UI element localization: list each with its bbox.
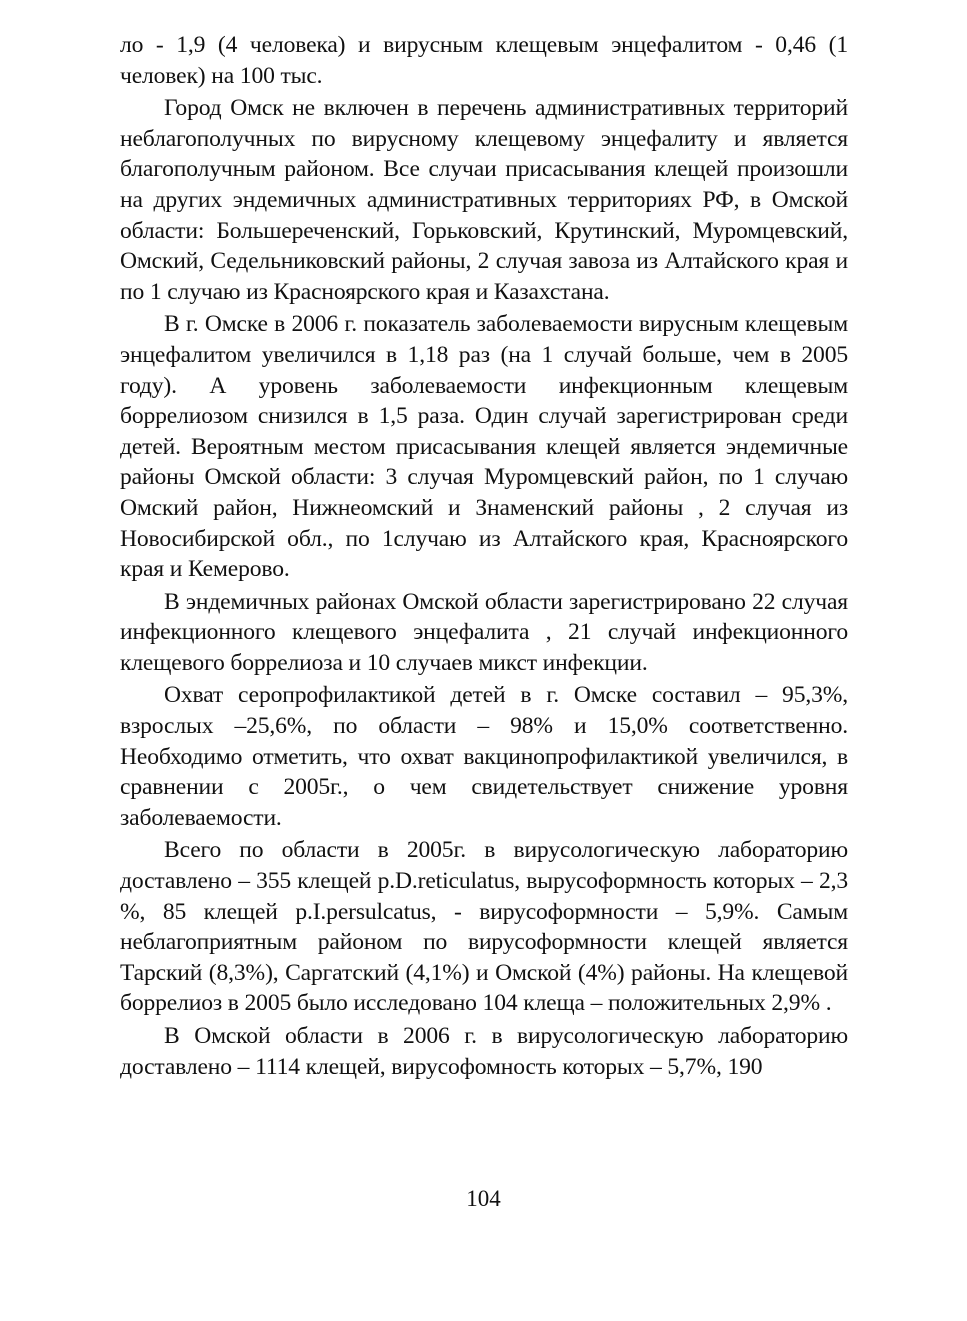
page-number: 104: [466, 1186, 501, 1211]
paragraph-seroprophylaxis: Охват серопрофилактикой детей в г. Омске составил – 95,3%, взрослых –25,6%, по области – 98% и 15,0% соответственно. Необходимо отметить, что охват вакцинопрофилактикой увеличился, в сравнении с 2005г., о чем свидетельствует снижение уровня заболеваемости.: [120, 682, 848, 831]
paragraph-omsk-status: Город Омск не включен в перечень административных территорий неблагополучных по вирусному клещевому энцефалиту и является благополучным районом. Все случаи присасывания клещей произошли на других эндемичных административных территориях РФ, в Омской области: Большереченский, Горьковский, Крутинский, Муромцевский, Омский, Седельниковский районы, 2 случая завоза из Алтайского края и по 1 случаю из Красноярского края и Казахстана.: [120, 95, 848, 305]
body-text: [120, 30, 848, 1084]
paragraph-2005-lab: Всего по области в 2005г. в вирусологическую лабораторию доставлено – 355 клещей p.D.reticulatus, вырусоформность которых – 2,3 %, 85 клещей p.I.persulcatus, - вирусоформности – 5,9%. Самым неблагоприятным районом по вирусоформности клещей является Тарский (8,3%), Саргатский (4,1%) и Омской (4%) районы. На клещевой боррелиоз в 2005 было исследовано 104 клеща – положительных 2,9% .: [120, 837, 848, 1017]
paragraph-endemic-cases: В эндемичных районах Омской области зарегистрировано 22 случая инфекционного клещевого энцефалита , 21 случай инфекционного клещевого боррелиоза и 10 случаев микст инфекции.: [120, 588, 848, 676]
paragraph-2006-lab: В Омской области в 2006 г. в вирусологическую лабораторию доставлено – 1114 клещей, вирусофомность которых – 5,7%, 190: [120, 1023, 848, 1080]
paragraph-continuation: ло - 1,9 (4 человека) и вирусным клещевым энцефалитом - 0,46 (1 человек) на 100 тыс.: [120, 32, 848, 89]
paragraph-2006-incidence: В г. Омске в 2006 г. показатель заболеваемости вирусным клещевым энцефалитом увеличился в 1,18 раз (на 1 случай больше, чем в 2005 году). А уровень заболеваемости инфекционным клещевым боррелиозом снизился в 1,5 раза. Один случай зарегистрирован среди детей. Вероятным местом присасывания клещей является эндемичные районы Омской области: 3 случая Муромцевский район, по 1 случаю Омский район, Нижнеомский и Знаменский районы , 2 случая из Новосибирской обл., по 1случаю из Алтайского края, Красноярского края и Кемерово.: [120, 311, 848, 583]
